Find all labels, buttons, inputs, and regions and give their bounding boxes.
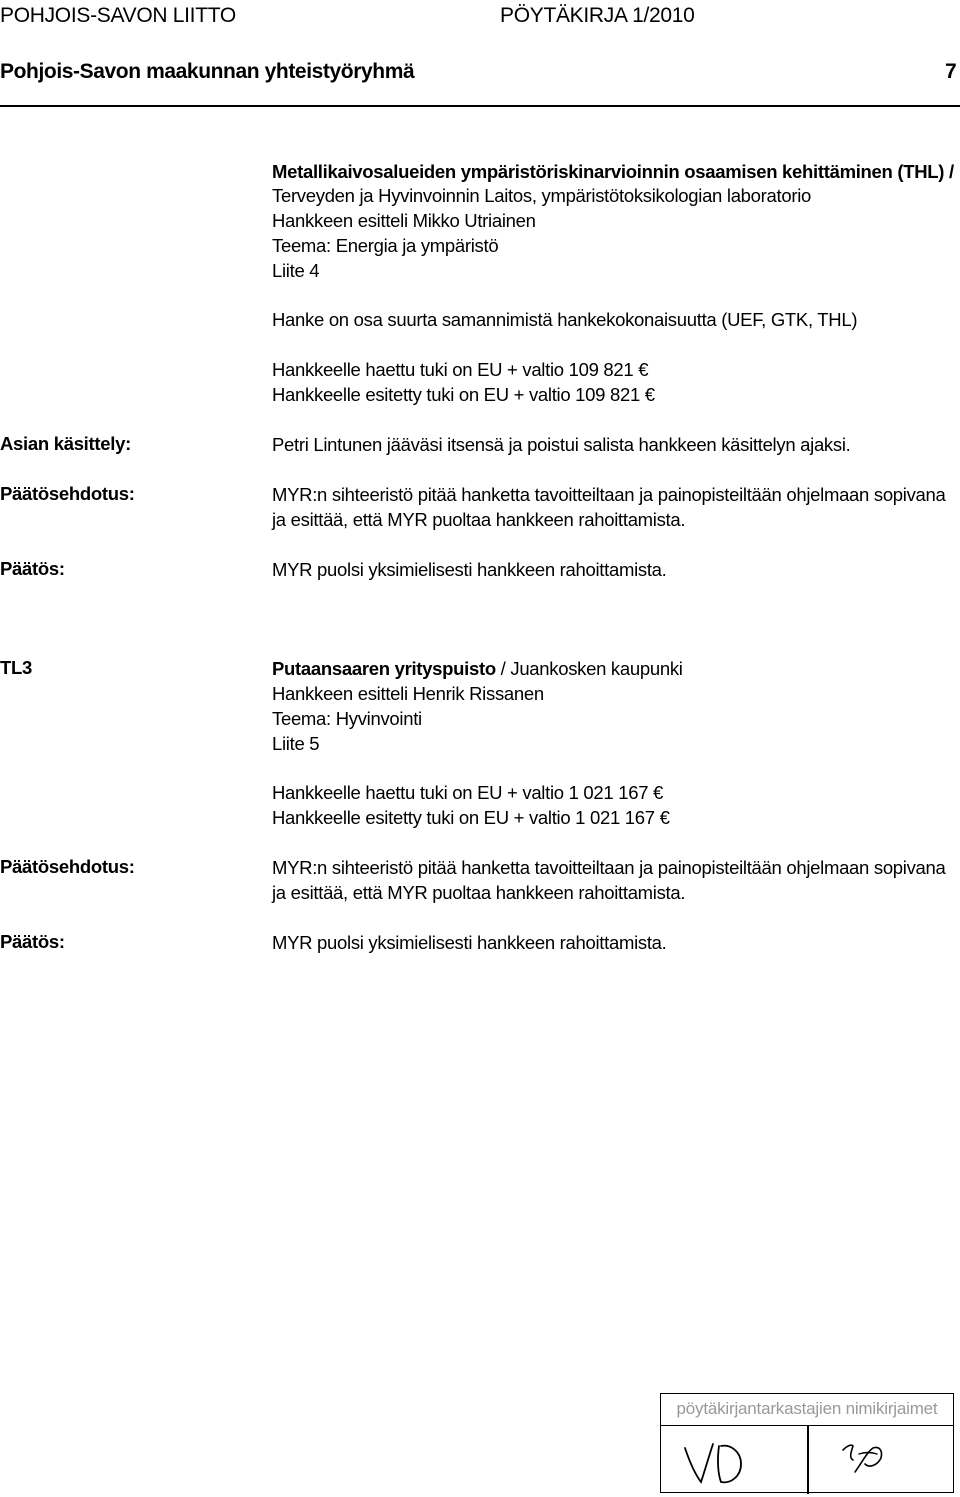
item1-title: Metallikaivosalueiden ympäristöriskinarvioinnin osaamisen kehittäminen (THL) / bbox=[272, 161, 954, 182]
item1-decision-text: MYR puolsi yksimielisesti hankkeen rahoittamista. bbox=[272, 559, 667, 580]
item2-decision-text: MYR puolsi yksimielisesti hankkeen rahoittamista. bbox=[272, 932, 667, 953]
item1-handling-text: Petri Lintunen jääväsi itsensä ja poistui salista hankkeen käsittelyn ajaksi. bbox=[272, 434, 851, 455]
item1-note: Hanke on osa suurta samannimistä hankekokonaisuutta (UEF, GTK, THL) bbox=[272, 309, 858, 330]
initials-box-title: pöytäkirjantarkastajien nimikirjaimet bbox=[661, 1394, 953, 1426]
item2-attachment: Liite 5 bbox=[272, 733, 320, 754]
document-title: PÖYTÄKIRJA 1/2010 bbox=[500, 4, 695, 27]
item2-proposal-line2: ja esittää, että MYR puoltaa hankkeen rahoittamista. bbox=[272, 882, 686, 903]
initials-box bbox=[660, 1393, 954, 1493]
group-name: Pohjois-Savon maakunnan yhteistyöryhmä bbox=[0, 60, 415, 83]
handwritten-initials-left bbox=[679, 1430, 779, 1490]
item1-handling-label: Asian käsittely: bbox=[0, 433, 131, 454]
initials-box-divider bbox=[807, 1426, 809, 1494]
item1-proposed-funding: Hankkeelle esitetty tuki on EU + valtio 109 821 € bbox=[272, 384, 655, 405]
header-rule bbox=[0, 105, 960, 107]
org-name: POHJOIS-SAVON LIITTO bbox=[0, 4, 236, 27]
item2-title-rest: / Juankosken kaupunki bbox=[495, 658, 683, 679]
item1-proposal-line1: MYR:n sihteeristö pitää hanketta tavoitteiltaan ja painopisteiltään ohjelmaan sopivana bbox=[272, 484, 946, 505]
item2-title bbox=[272, 657, 683, 681]
item1-org-line: Terveyden ja Hyvinvoinnin Laitos, ympäristötoksikologian laboratorio bbox=[272, 185, 811, 206]
page-number: 7 bbox=[945, 60, 957, 83]
handwritten-initials-right bbox=[829, 1428, 919, 1488]
item2-proposal-label: Päätösehdotus: bbox=[0, 856, 135, 877]
item1-theme: Teema: Energia ja ympäristö bbox=[272, 235, 499, 256]
item2-applied-funding: Hankkeelle haettu tuki on EU + valtio 1 021 167 € bbox=[272, 782, 664, 803]
item1-presenter: Hankkeen esitteli Mikko Utriainen bbox=[272, 210, 536, 231]
item1-applied-funding: Hankkeelle haettu tuki on EU + valtio 109 821 € bbox=[272, 359, 649, 380]
item2-code: TL3 bbox=[0, 657, 32, 678]
item2-presenter: Hankkeen esitteli Henrik Rissanen bbox=[272, 683, 544, 704]
item2-theme: Teema: Hyvinvointi bbox=[272, 708, 422, 729]
item2-proposed-funding: Hankkeelle esitetty tuki on EU + valtio 1 021 167 € bbox=[272, 807, 670, 828]
item1-attachment: Liite 4 bbox=[272, 260, 320, 281]
item1-decision-label: Päätös: bbox=[0, 558, 65, 579]
item1-proposal-line2: ja esittää, että MYR puoltaa hankkeen rahoittamista. bbox=[272, 509, 686, 530]
item2-title-bold: Putaansaaren yrityspuisto bbox=[272, 658, 496, 679]
item2-decision-label: Päätös: bbox=[0, 931, 65, 952]
item2-proposal-line1: MYR:n sihteeristö pitää hanketta tavoitteiltaan ja painopisteiltään ohjelmaan sopivana bbox=[272, 857, 946, 878]
item1-proposal-label: Päätösehdotus: bbox=[0, 483, 135, 504]
